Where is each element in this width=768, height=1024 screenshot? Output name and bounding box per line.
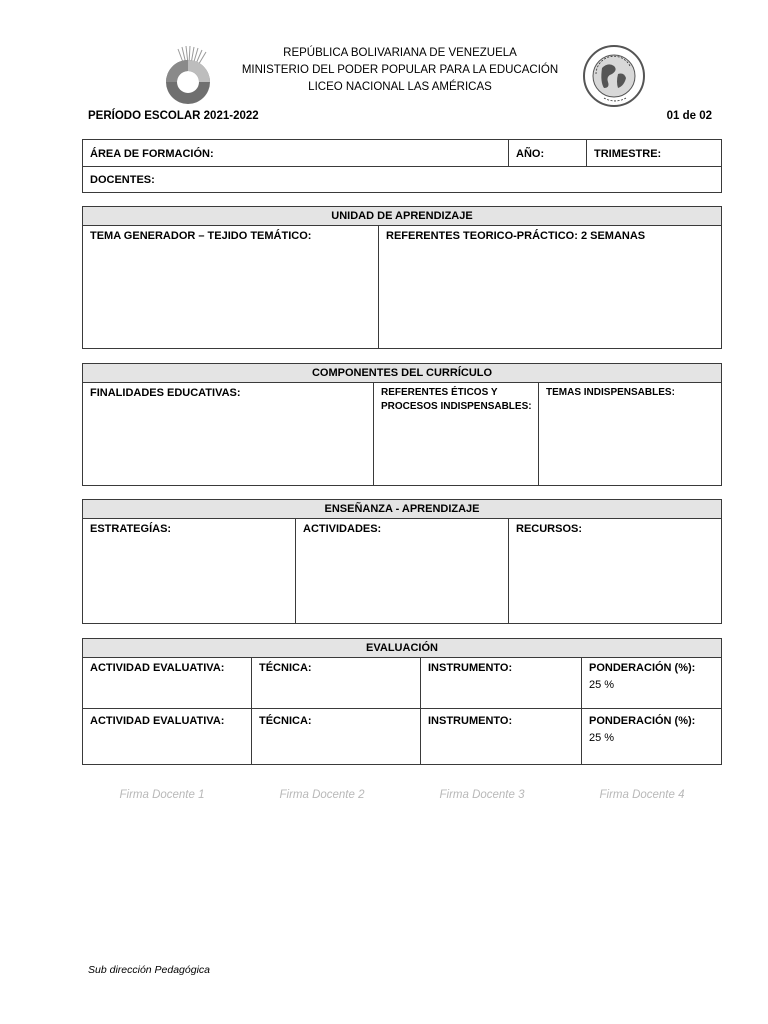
info-table bbox=[82, 139, 722, 193]
page-number: 01 de 02 bbox=[666, 110, 712, 122]
eval-row2-ponderacion: PONDERACIÓN (%): bbox=[589, 715, 696, 727]
eval-row1-ponderacion: PONDERACIÓN (%): bbox=[589, 662, 696, 674]
footer-subdireccion: Sub dirección Pedagógica bbox=[88, 964, 211, 976]
evaluacion-title: EVALUACIÓN bbox=[83, 639, 721, 658]
docentes-label: DOCENTES: bbox=[90, 174, 155, 186]
tema-generador-label: TEMA GENERADOR – TEJIDO TEMÁTICO: bbox=[90, 230, 312, 242]
referentes-eticos-label-2: PROCESOS INDISPENSABLES: bbox=[381, 401, 532, 412]
eval-row2-tecnica: TÉCNICA: bbox=[259, 715, 312, 727]
area-formacion-label: ÁREA DE FORMACIÓN: bbox=[90, 148, 214, 160]
school-period: PERÍODO ESCOLAR 2021-2022 bbox=[88, 110, 259, 122]
unidad-table bbox=[82, 206, 722, 349]
estrategias-label: ESTRATEGÍAS: bbox=[90, 523, 172, 535]
eval-row1-actividad: ACTIVIDAD EVALUATIVA: bbox=[90, 662, 225, 674]
ensenanza-table bbox=[82, 499, 722, 624]
recursos-label: RECURSOS: bbox=[516, 523, 583, 535]
eval-row2-actividad: ACTIVIDAD EVALUATIVA: bbox=[90, 715, 225, 727]
anio-label: AÑO: bbox=[516, 148, 545, 160]
header-school: LICEO NACIONAL LAS AMÉRICAS bbox=[308, 81, 492, 93]
eval-row1-instrumento: INSTRUMENTO: bbox=[428, 662, 513, 674]
actividades-label: ACTIVIDADES: bbox=[303, 523, 382, 535]
eval-row2-valor: 25 % bbox=[589, 732, 615, 744]
unidad-title: UNIDAD DE APRENDIZAJE bbox=[83, 207, 721, 226]
eval-row1-tecnica: TÉCNICA: bbox=[259, 662, 312, 674]
eval-row2-instrumento: INSTRUMENTO: bbox=[428, 715, 513, 727]
firma-docente-3: Firma Docente 3 bbox=[439, 789, 525, 801]
firma-docente-2: Firma Docente 2 bbox=[279, 789, 365, 801]
finalidades-label: FINALIDADES EDUCATIVAS: bbox=[90, 387, 241, 399]
school-seal bbox=[582, 44, 646, 108]
ensenanza-title: ENSEÑANZA - APRENDIZAJE bbox=[83, 500, 721, 519]
trimestre-label: TRIMESTRE: bbox=[594, 148, 662, 160]
firma-docente-4: Firma Docente 4 bbox=[599, 789, 685, 801]
componentes-table bbox=[82, 363, 722, 486]
referentes-eticos-label-1: REFERENTES ÉTICOS Y bbox=[381, 387, 498, 398]
eval-row1-valor: 25 % bbox=[589, 679, 615, 691]
evaluacion-table bbox=[82, 638, 722, 765]
header-republic: REPÚBLICA BOLIVARIANA DE VENEZUELA bbox=[283, 47, 517, 59]
header-ministry: MINISTERIO DEL PODER POPULAR PARA LA EDUCACIÓN bbox=[241, 64, 559, 76]
temas-indispensables-label: TEMAS INDISPENSABLES: bbox=[546, 387, 675, 398]
componentes-title: COMPONENTES DEL CURRÍCULO bbox=[83, 364, 721, 383]
firma-docente-1: Firma Docente 1 bbox=[119, 789, 205, 801]
referentes-teorico-label: REFERENTES TEORICO-PRÁCTICO: 2 SEMANAS bbox=[386, 230, 646, 242]
